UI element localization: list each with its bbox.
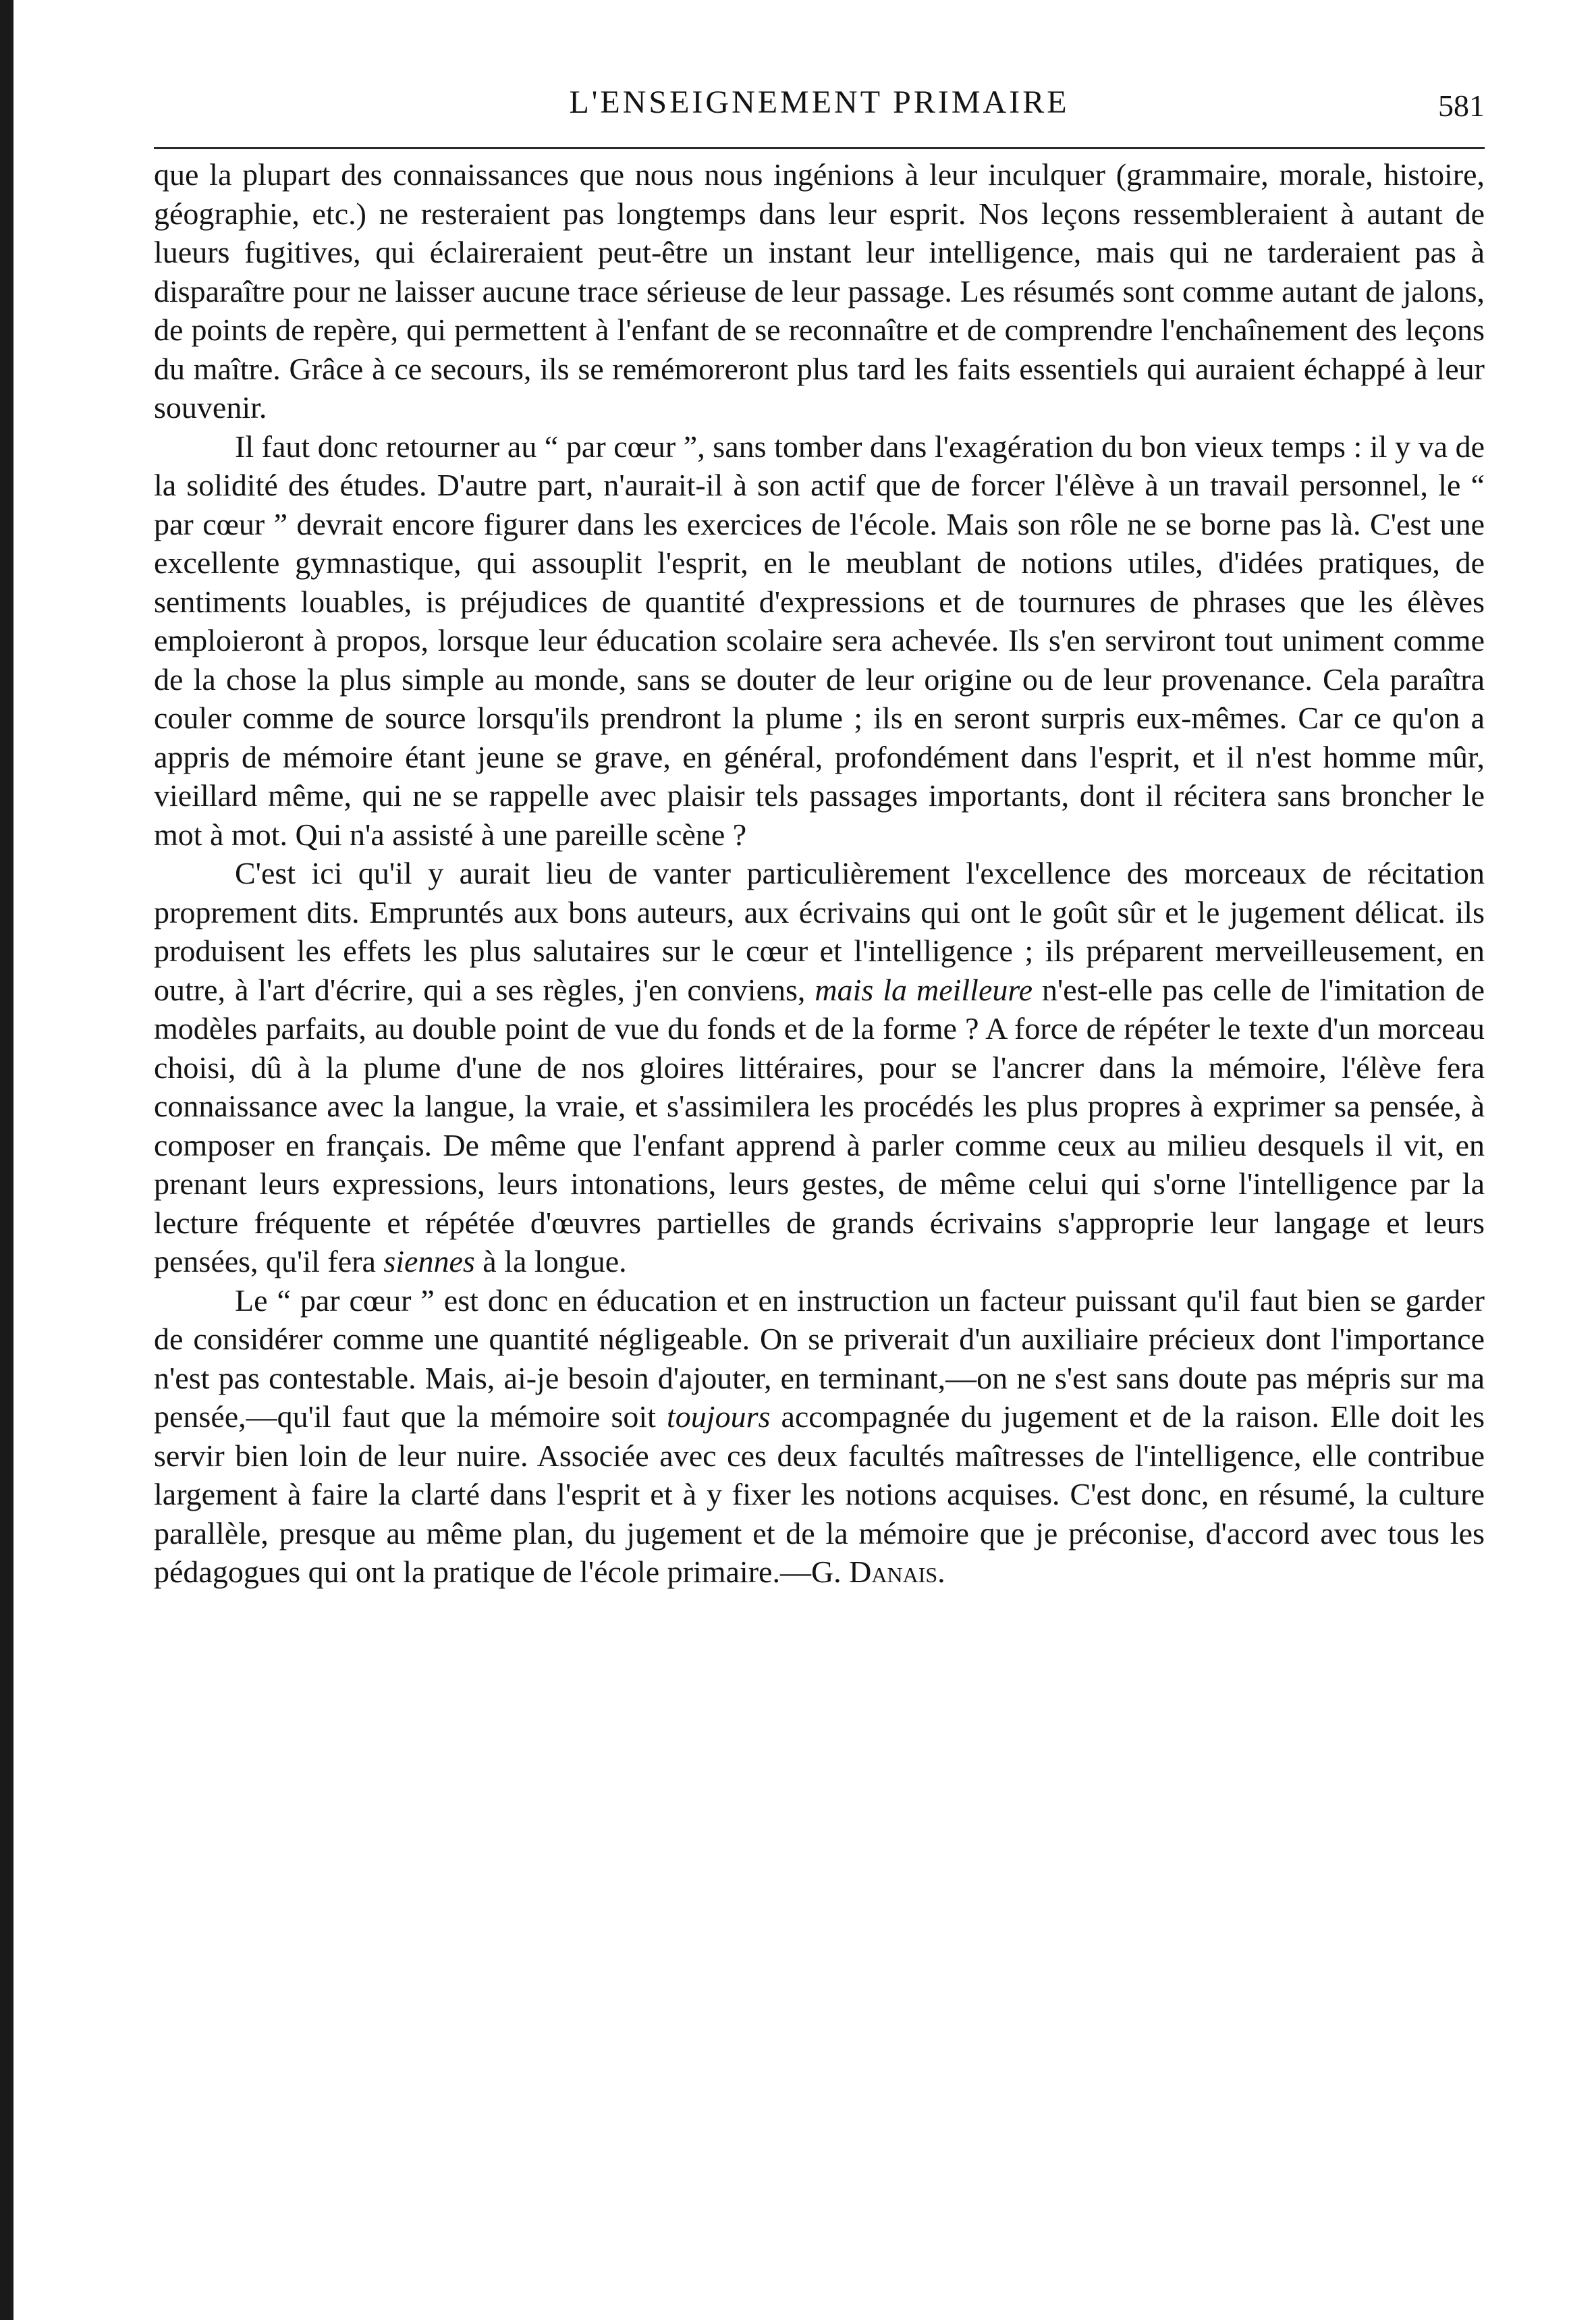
author-signature: G. Danais. (810, 1555, 945, 1589)
paragraph-3-italic-b: siennes (383, 1244, 475, 1278)
page (154, 0, 1485, 1592)
paragraph-3 (154, 854, 1485, 1281)
running-title: L'ENSEIGNEMENT PRIMAIRE (569, 84, 1070, 120)
paragraph-2: Il faut donc retourner au “ par cœur ”, sans tomber dans l'exagération du bon vieux temps : il y va de la solidité des études. D'autre part, n'aurait-il à son actif que de forcer l'élève à un travail personnel, le “ par cœur ” devrait encore figurer dans les exercices de l'école. Mais son rôle ne se borne pas là. C'est une excellente gymnastique, qui assouplit l'esprit, en le meublant de notions utiles, d'idées pratiques, de sentiments louables, is préjudices de quantité d'expressions et de tournures de phrases que les élèves emploieront à propos, lorsque leur éducation scolaire sera achevée. Ils s'en serviront tout uniment comme de la chose la plus simple au monde, sans se douter de leur origine ou de leur provenance. Cela paraîtra couler comme de source lorsqu'ils prendront la plume ; ils en seront surpris eux-mêmes. Car ce qu'on a appris de mémoire étant jeune se grave, en général, profondément dans l'esprit, et il n'est homme mûr, vieillard même, qui ne se rappelle avec plaisir tels passages importants, dont il récitera sans broncher le mot à mot. Qui n'a assisté à une pareille scène ? (154, 429, 1485, 852)
paragraph-1: que la plupart des connaissances que nous nous ingénions à leur inculquer (grammaire, morale, histoire, géographie, etc.) ne resteraient pas longtemps dans leur esprit. Nos leçons ressembleraient à autant de lueurs fugitives, qui éclaireraient peut-être un instant leur intelligence, mais qui ne tarderaient pas à disparaître pour ne laisser aucune trace sérieuse de leur passage. Les résumés sont comme autant de jalons, de points de repère, qui permettent à l'enfant de se reconnaître et de comprendre l'enchaînement des leçons du maître. Grâce à ce secours, ils se remémoreront plus tard les faits essentiels qui auraient échappé à leur souvenir. (154, 157, 1485, 425)
paragraph-3-text-b: n'est-elle pas celle de l'imitation de modèles parfaits, au double point de vue du fonds et de la forme ? A force de répéter le texte d'un morceau choisi, dû à la plume d'une de nos gloires littéraires, pour se l'ancrer dans la mémoire, l'élève fera connaissance avec la langue, la vraie, et s'assimilera les procédés les plus propres à exprimer sa pensée, à composer en français. De même que l'enfant apprend à parler comme ceux au milieu desquels il vit, en prenant leurs expressions, leurs intonations, leurs gestes, de même celui qui s'orne l'intelligence par la lecture fréquente et répétée d'œuvres partielles de grands écrivains s'approprie leur langage et leurs pensées, qu'il fera (154, 972, 1485, 1278)
paragraph-4-italic: toujours (667, 1399, 771, 1434)
paragraph-3-text-a: C'est ici qu'il y aurait lieu de vanter particulièrement l'excellence des morceaux de récitation proprement dits. Empruntés aux bons auteurs, aux écrivains qui ont le goût sûr et le jugement délicat. ils produisent les effets les plus salutaires sur le cœur et l'intelligence ; ils préparent merveilleusement, en outre, à l'art d'écrire, qui a ses règles, j'en conviens, (154, 856, 1485, 1007)
paragraph-4-text-b: accompagnée du jugement et de la raison. Elle doit les servir bien loin de leur nuire. Associée avec ces deux facultés maîtresses de l'intelligence, elle contribue largement à faire la clarté dans l'esprit et à y fixer les notions acquises. C'est donc, en résumé, la culture parallèle, presque au même plan, du jugement et de la mémoire que je préconise, d'accord avec tous les pédagogues qui ont la pratique de l'école primaire.— (154, 1399, 1485, 1589)
paragraph-4-text-a: Le “ par cœur ” est donc en éducation et en instruction un facteur puissant qu'il faut bien se garder de considérer comme une quantité négligeable. On se priverait d'un auxiliaire précieux dont l'importance n'est pas contestable. Mais, ai-je besoin d'ajouter, en terminant,—on ne s'est sans doute pas mépris sur ma pensée,—qu'il faut que la mémoire soit (154, 1283, 1485, 1434)
header-rule (154, 147, 1485, 149)
article-body (154, 155, 1485, 1592)
page-number: 581 (1438, 88, 1485, 123)
running-head (154, 0, 1485, 155)
binding-edge (0, 0, 13, 2320)
paragraph-4 (154, 1281, 1485, 1592)
paragraph-3-italic-a: mais la meilleure (815, 972, 1033, 1007)
paragraph-3-text-c: à la longue. (474, 1244, 627, 1278)
